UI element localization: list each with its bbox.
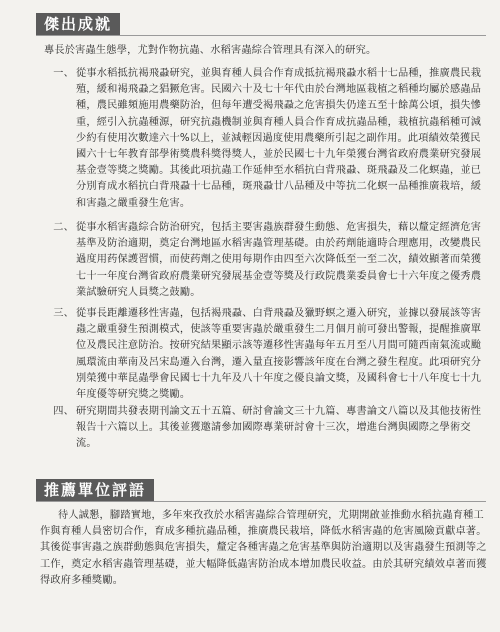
recommendation-paragraph: 待人誠懇，腳踏實地，多年來孜孜於水稻害蟲綜合管理研究，尤期開啟並推動水稻抗蟲育種工作與育種人員密切合作，育成多種抗蟲品種，推廣農民栽培，降低水稻害蟲的危害風險貢獻卓著。其後從事害蟲之族群動態與危害損失，釐定各種害蟲之危害基準與防治適期以及害蟲發生預測等之工作，奠定水稻害蟲管理基礎，並大幅降低蟲害防治成本增加農民收益。由於其研究績效卓著而獲得政府多種獎勵。 [40,510,487,586]
section-divider [36,35,486,36]
achievement-item-2 [44,220,484,301]
item-number: 三、 [53,308,74,319]
item-number: 二、 [53,222,74,233]
achievement-item-3 [44,306,484,403]
item-number: 四、 [53,406,74,417]
section-divider [36,501,486,502]
item-number: 一、 [53,68,74,79]
achievement-item-1 [44,66,484,212]
section-title-recommendation: 推薦單位評語 [36,479,154,501]
intro-paragraph: 專長於害蟲生態學，尤對作物抗蟲、水稻害蟲綜合管理具有深入的研究。 [44,45,377,56]
item-text: 研究期間共發表期刊論文五十五篇、研討會論文三十九篇、專書論文八篇以及其他技術性報告十六篇以上。其後並獲邀請參加國際專業研討會十三次，增進台灣與國際之學術交流。 [76,406,482,450]
item-text: 從事長距離遷移性害蟲，包括褐飛蝨、白背飛蝨及獵野螟之遷入研究，並據以發展該等害蟲之嚴重發生預測模式，使該等重要害蟲於嚴重發生二月個月前可發出警報，提醒推廣單位及農民注意防治。按研究結果顯示該等遷移性害蟲每年五月至八月間可隨西南氣流或颱風環流由華南及呂宋島遷入台灣，遷入量直接影響該年度在台灣之發生程度。此項研究分別榮獲中華昆蟲學會民國七十九年及八十年度之優良論文獎，及國科會七十八年度七十九年度優等研究獎之獎勵。 [76,308,482,401]
item-text: 從事水稻抵抗褐飛蝨研究，並與育種人員合作育成抵抗褐飛蝨水稻十七品種，推廣農民栽殖，緩和褐飛蝨之猖獗危害。民國六十及七十年代由於台灣地區栽植之稻種均屬於感蟲品種，農民雖頻施用農藥防治，但每年遭受褐飛蝨之危害損失仍達五至十餘萬公頃，損失慘重，經引入抗蟲種源，研究抗蟲機制並與育種人員合作育成抗蟲品種，栽植抗蟲稻種可減少約有使用次數達六十%以上，並減輕因過度使用農藥所引起之副作用。此項績效榮獲民國六十七年教育部學術獎農科獎得獎人，並於民國七十九年榮獲台灣省政府農業研究發展基金壹等獎之獎勵。其後此項抗蟲工作延伸至水稻抗白背飛蝨、斑飛蝨及二化螟蟲，並已分別育成水稻抗白背飛蝨十七品種，斑飛蝨廿八品種及中等抗二化螟一品種推廣栽培，緩和害蟲之嚴重發生危害。 [76,68,482,209]
item-text: 從事水稻害蟲綜合防治研究，包括主要害蟲族群發生動態、危害損失，藉以釐定經濟危害基準及防治適期，奠定台灣地區水稻害蟲管理基礎。由於药劑能適時合理應用，改變農民過度用药保護習慣，而使药劑之使用每期作由四至六次降低至一至二次，績效顯著而榮獲七十一年度台灣省政府農業研究發展基金壹等獎及行政院農業委員會七十六年度之優秀農業試驗研究人員獎之鼓勵。 [76,222,482,298]
section-title-achievements: 傑出成就 [36,13,120,35]
achievement-item-4 [44,404,484,453]
